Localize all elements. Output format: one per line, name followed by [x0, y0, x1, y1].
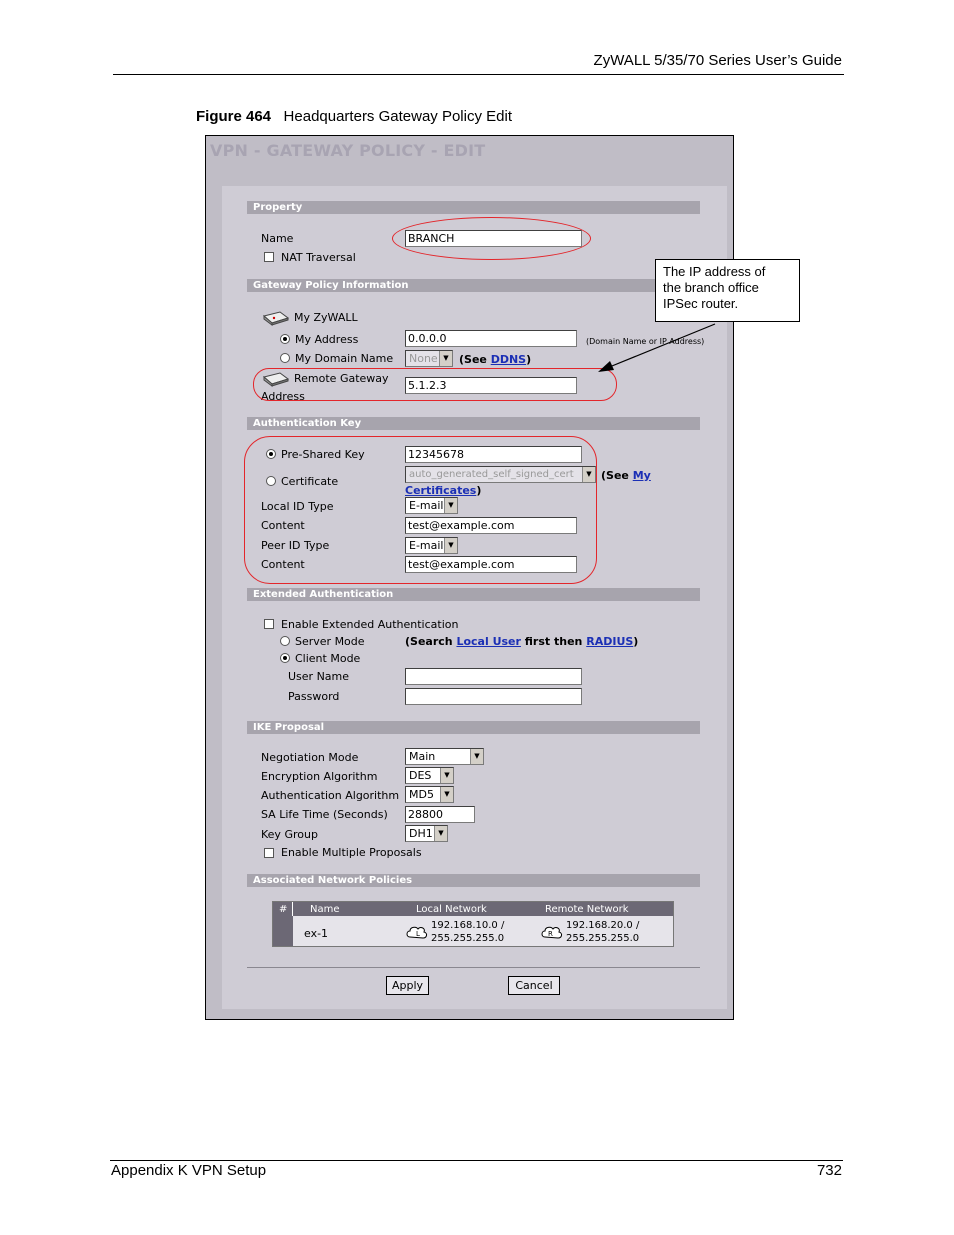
server-mode-label: Server Mode: [295, 635, 365, 648]
address-label: Address: [261, 390, 305, 403]
name-input[interactable]: BRANCH: [405, 230, 582, 247]
multiple-proposals-label: Enable Multiple Proposals: [281, 846, 422, 859]
figure-number: Figure 464: [196, 108, 272, 125]
screen-title: VPN - GATEWAY POLICY - EDIT: [210, 141, 486, 160]
section-network-policies: Associated Network Policies: [247, 874, 700, 887]
close-paren: ): [633, 635, 639, 648]
remote-network-line2: 255.255.255.0: [566, 933, 640, 944]
password-label: Password: [288, 690, 340, 703]
local-network-line2: 255.255.255.0: [431, 933, 505, 944]
local-content-label: Content: [261, 519, 305, 532]
encryption-select[interactable]: [405, 767, 454, 784]
my-address-input[interactable]: 0.0.0.0: [405, 330, 577, 347]
certificate-value: auto_generated_self_signed_cert: [409, 469, 574, 480]
enable-ext-auth-checkbox[interactable]: [264, 619, 274, 629]
psk-label: Pre-Shared Key: [281, 448, 365, 461]
client-mode-label: Client Mode: [295, 652, 361, 665]
nat-traversal-label: NAT Traversal: [281, 251, 356, 264]
close-paren: ): [526, 353, 532, 366]
search-prefix: (Search: [405, 635, 453, 648]
guide-title: ZyWALL 5/35/70 Series User’s Guide: [593, 52, 842, 69]
my-domain-radio[interactable]: [280, 353, 290, 363]
password-input[interactable]: [405, 688, 582, 705]
certificate-label: Certificate: [281, 475, 339, 488]
chevron-down-icon: ▼: [444, 498, 457, 513]
local-id-type-value: E-mail: [409, 499, 444, 512]
section-ike-proposal: IKE Proposal: [247, 721, 700, 734]
chevron-down-icon: ▼: [440, 768, 453, 783]
local-id-type-label: Local ID Type: [261, 500, 334, 513]
router-icon: [262, 310, 290, 326]
my-domain-value: None: [409, 352, 438, 365]
nat-traversal-checkbox[interactable]: [264, 252, 274, 262]
enable-ext-auth-label: Enable Extended Authentication: [281, 618, 459, 631]
sa-life-label: SA Life Time (Seconds): [261, 808, 388, 821]
buttons-divider: [247, 967, 700, 968]
section-gateway-policy: Gateway Policy Information: [247, 279, 700, 292]
client-mode-radio[interactable]: [280, 653, 290, 663]
see-text: (See: [601, 469, 629, 482]
highlight-box-auth: [244, 436, 597, 584]
authentication-label: Authentication Algorithm: [261, 789, 400, 802]
chevron-down-icon: ▼: [444, 538, 457, 553]
peer-content-label: Content: [261, 558, 305, 571]
local-user-link[interactable]: Local User: [456, 635, 521, 648]
callout-line2: the branch office: [663, 280, 759, 295]
psk-input[interactable]: 12345678: [405, 446, 582, 463]
callout-line1: The IP address of: [663, 264, 766, 279]
negotiation-mode-select[interactable]: [405, 748, 484, 765]
chevron-down-icon: ▼: [582, 467, 595, 482]
key-group-select[interactable]: [405, 825, 448, 842]
my-zywall-label: My ZyWALL: [294, 311, 358, 324]
chevron-down-icon: ▼: [440, 787, 453, 802]
row-number-cell: [273, 916, 293, 946]
remote-gateway-input[interactable]: 5.1.2.3: [405, 377, 577, 394]
my-address-label: My Address: [295, 333, 359, 346]
highlight-ellipse-name: [392, 217, 591, 260]
col-divider: [292, 902, 293, 916]
remote-network-icon: [541, 925, 563, 941]
section-authentication-key: Authentication Key: [247, 417, 700, 430]
col-name: Name: [310, 904, 340, 915]
authentication-value: MD5: [409, 788, 434, 801]
peer-id-type-value: E-mail: [409, 539, 444, 552]
page-number: 732: [816, 1162, 842, 1179]
figure-title: Headquarters Gateway Policy Edit: [283, 108, 512, 125]
my-domain-select[interactable]: [405, 350, 453, 367]
header-rule: [113, 74, 844, 75]
my-link[interactable]: My: [632, 469, 651, 482]
username-input[interactable]: [405, 668, 582, 685]
policy-name: ex-1: [304, 927, 329, 940]
negotiation-mode-label: Negotiation Mode: [261, 751, 359, 764]
key-group-value: DH1: [409, 827, 433, 840]
chevron-down-icon: ▼: [439, 351, 452, 366]
peer-content-input[interactable]: test@example.com: [405, 556, 577, 573]
key-group-label: Key Group: [261, 828, 318, 841]
first-then-text: first then: [524, 635, 583, 648]
col-local-network: Local Network: [416, 904, 487, 915]
see-ddns-text: [459, 353, 531, 366]
peer-id-type-label: Peer ID Type: [261, 539, 330, 552]
callout-arrow: [590, 318, 720, 378]
footer-section: Appendix K VPN Setup: [111, 1162, 267, 1179]
ddns-link[interactable]: DDNS: [490, 353, 527, 366]
chevron-down-icon: ▼: [470, 749, 483, 764]
section-property: Property: [247, 201, 700, 214]
remote-network-line1: 192.168.20.0 /: [566, 920, 640, 931]
footer-rule: [110, 1160, 843, 1161]
apply-button[interactable]: Apply: [386, 976, 429, 995]
chevron-down-icon: ▼: [434, 826, 447, 841]
local-icon-letter: L: [416, 930, 420, 938]
highlight-ellipse-remote: [253, 368, 617, 401]
radius-link[interactable]: RADIUS: [586, 635, 634, 648]
domain-hint: (Domain Name or IP Address): [586, 337, 705, 346]
certificates-link[interactable]: Certificates: [405, 484, 477, 497]
local-content-input[interactable]: test@example.com: [405, 517, 577, 534]
sa-life-input[interactable]: 28800: [405, 806, 475, 823]
section-extended-auth: Extended Authentication: [247, 588, 700, 601]
col-number: #: [279, 904, 288, 915]
remote-gateway-label: Remote Gateway: [294, 372, 389, 385]
see-my-text: [601, 469, 651, 482]
close-paren: ): [476, 484, 482, 497]
callout-box: [655, 259, 800, 322]
multiple-proposals-checkbox[interactable]: [264, 848, 274, 858]
local-network-icon: [406, 925, 428, 941]
see-text: (See: [459, 353, 487, 366]
negotiation-mode-value: Main: [409, 750, 436, 763]
username-label: User Name: [288, 670, 350, 683]
figure-caption: [196, 108, 512, 125]
my-domain-label: My Domain Name: [295, 352, 394, 365]
my-address-radio[interactable]: [280, 334, 290, 344]
search-hint: [405, 635, 638, 648]
encryption-label: Encryption Algorithm: [261, 770, 378, 783]
remote-icon-letter: R: [548, 930, 553, 938]
server-mode-radio[interactable]: [280, 636, 290, 646]
authentication-select[interactable]: [405, 786, 454, 803]
callout-line3: IPSec router.: [663, 296, 739, 311]
cancel-button[interactable]: Cancel: [508, 976, 560, 995]
encryption-value: DES: [409, 769, 432, 782]
col-remote-network: Remote Network: [545, 904, 629, 915]
name-label: Name: [261, 232, 294, 245]
local-network-line1: 192.168.10.0 /: [431, 920, 505, 931]
